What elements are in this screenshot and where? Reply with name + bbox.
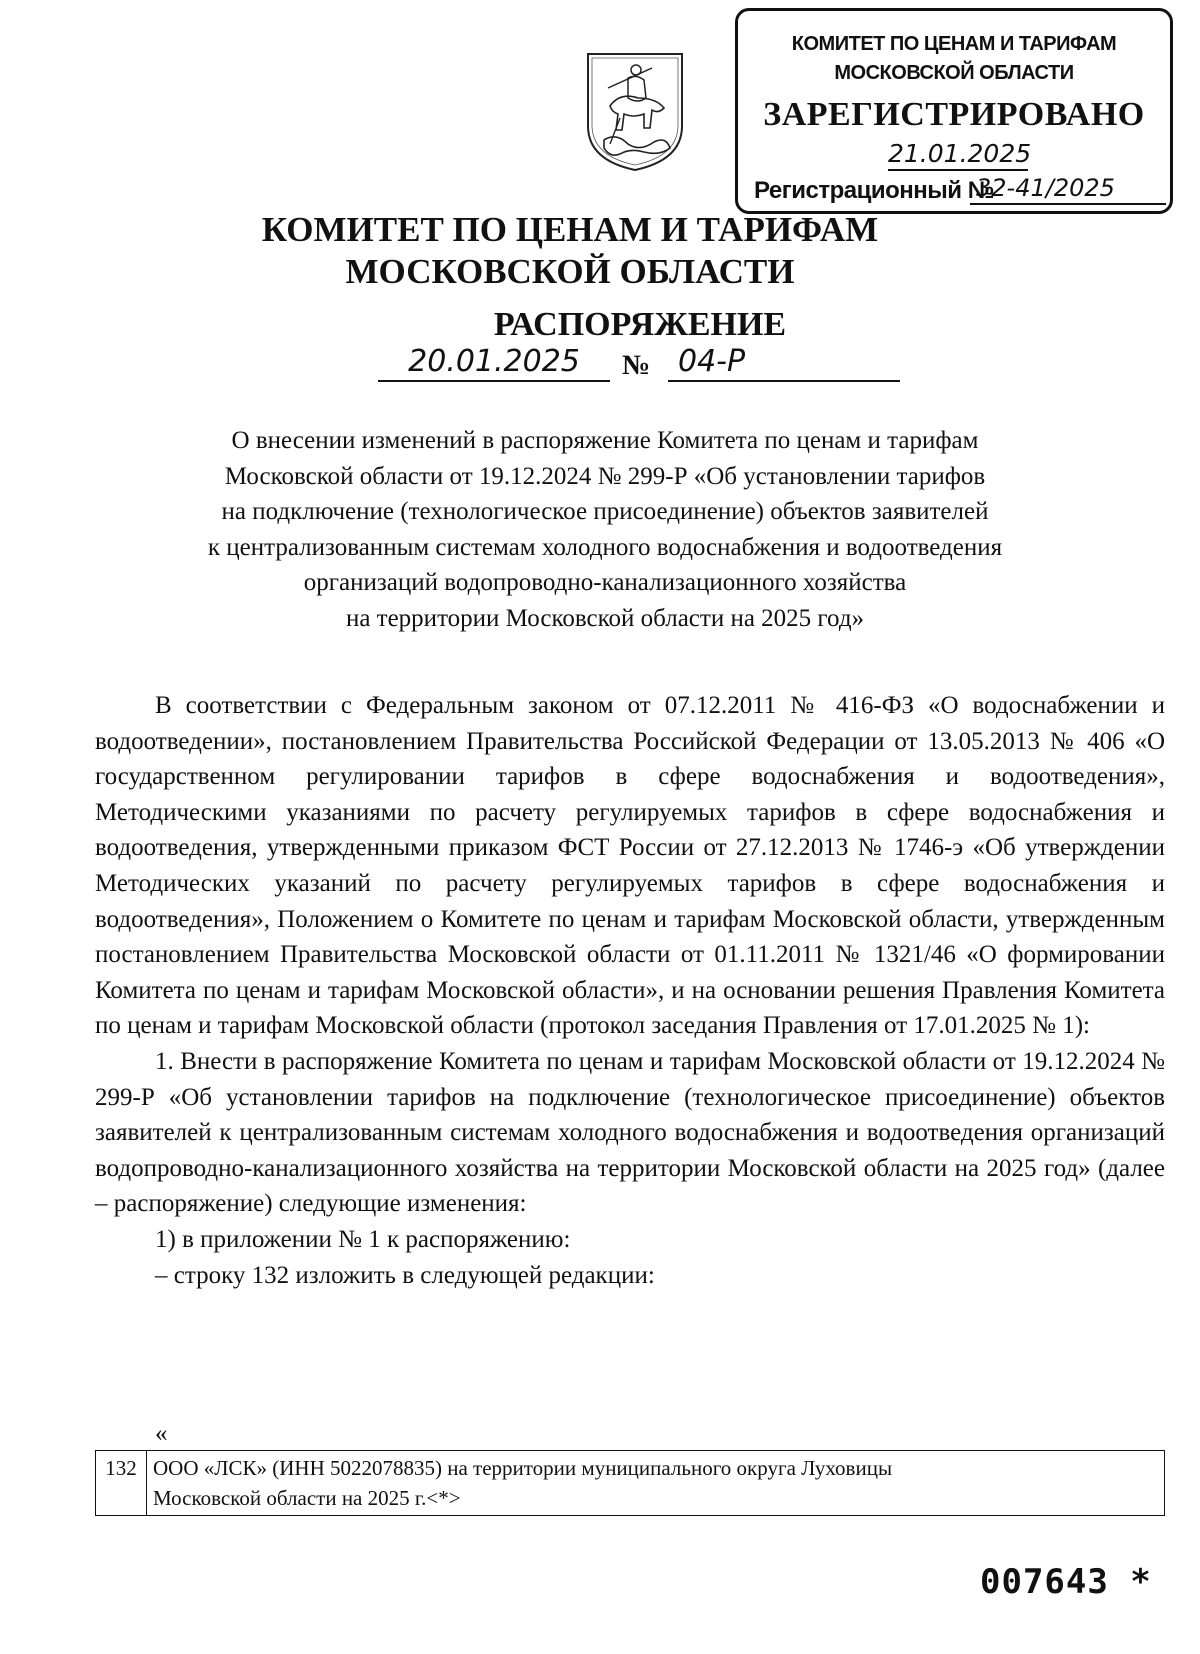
stamp-reg-label: Регистрационный № [754,177,994,204]
org-name-line2: МОСКОВСКОЙ ОБЛАСТИ [345,252,795,291]
document-subject [150,423,1060,636]
amendment-table [95,1450,1165,1516]
document-body [95,688,1165,1293]
subject-line: организаций водопроводно-канализационного хозяйства [303,569,907,596]
table-row [96,1451,1165,1516]
stamp-reg-number: 32-41/2025 [970,173,1166,205]
serial-number: 007643 * [980,1562,1152,1602]
subitem-1-paragraph: 1) в приложении № 1 к распоряжению: [155,1225,571,1253]
dash-item-paragraph: – строку 132 изложить в следующей редакции: [155,1261,655,1289]
row-number-cell: 132 [96,1451,147,1516]
stamp-date: 21.01.2025 [888,139,1028,171]
item-1-paragraph: 1. Внести в распоряжение Комитета по ценам и тарифам Московской области от 19.12.2024 № 299-Р «Об установлении тарифов на подключение (технологическое присоединение) объектов заявителей к централизованным системам холодного водоснабжения и водоотведения организаций водопроводно-канализационного хозяйства на территории Московской области на 2025 год» (далее – распоряжение) следующие изменения: [95,1047,1165,1218]
subject-line: Московской области от 19.12.2024 № 299-Р «Об установлении тарифов [224,462,986,490]
preamble-paragraph: В соответствии с Федеральным законом от 07.12.2011 № 416-ФЗ «О водоснабжении и водоотведении», постановлением Правительства Российской Федерации от 13.05.2013 № 406 «О государственном регулировании тарифов в сфере водоснабжения и водоотведения», Методическими указаниями по расчету регулируемых тарифов в сфере водоснабжения и водоотведения, утвержденными приказом ФСТ России от 27.12.2013 № 1746-э «Об утверждении Методических указаний по расчету регулируемых тарифов в сфере водоснабжения и водоотведения», Положением о Комитете по ценам и тарифам Московской области, утвержденным постановлением Правительства Московской области от 01.11.2011 № 1321/46 «О формировании Комитета по ценам и тарифам Московской области», и на основании решения Правления Комитета по ценам и тарифам Московской области (протокол заседания Правления от 17.01.2025 № 1): [95,692,1165,1040]
row-text-line: Московской области на 2025 г.<*> [153,1486,461,1510]
stamp-title: ЗАРЕГИСТРИРОВАНО [763,96,1145,133]
subject-line: на подключение (технологическое присоединение) объектов заявителей [221,498,989,525]
stamp-org-line2: МОСКОВСКОЙ ОБЛАСТИ [834,62,1074,84]
quote-open-mark: « [155,1420,168,1447]
subject-line: на территории Московской области на 2025 год» [345,604,865,632]
org-name-line1: КОМИТЕТ ПО ЦЕНАМ И ТАРИФАМ [261,210,879,249]
subject-line: к централизованным системам холодного водоснабжения и водоотведения [207,533,1003,561]
row-text-line: ООО «ЛСК» (ИНН 5022078835) на территории муниципального округа Луховицы [153,1456,893,1480]
registration-stamp [735,8,1173,214]
document-type: РАСПОРЯЖЕНИЕ [493,306,787,343]
document-number: 04-Р [668,344,900,382]
document-number-label: № [622,350,651,381]
coat-of-arms-icon [580,48,690,174]
document-date: 20.01.2025 [378,344,610,382]
row-text-cell [147,1451,1165,1516]
stamp-org-line1: КОМИТЕТ ПО ЦЕНАМ И ТАРИФАМ [791,33,1117,55]
subject-line: О внесении изменений в распоряжение Комитета по ценам и тарифам [231,427,979,454]
